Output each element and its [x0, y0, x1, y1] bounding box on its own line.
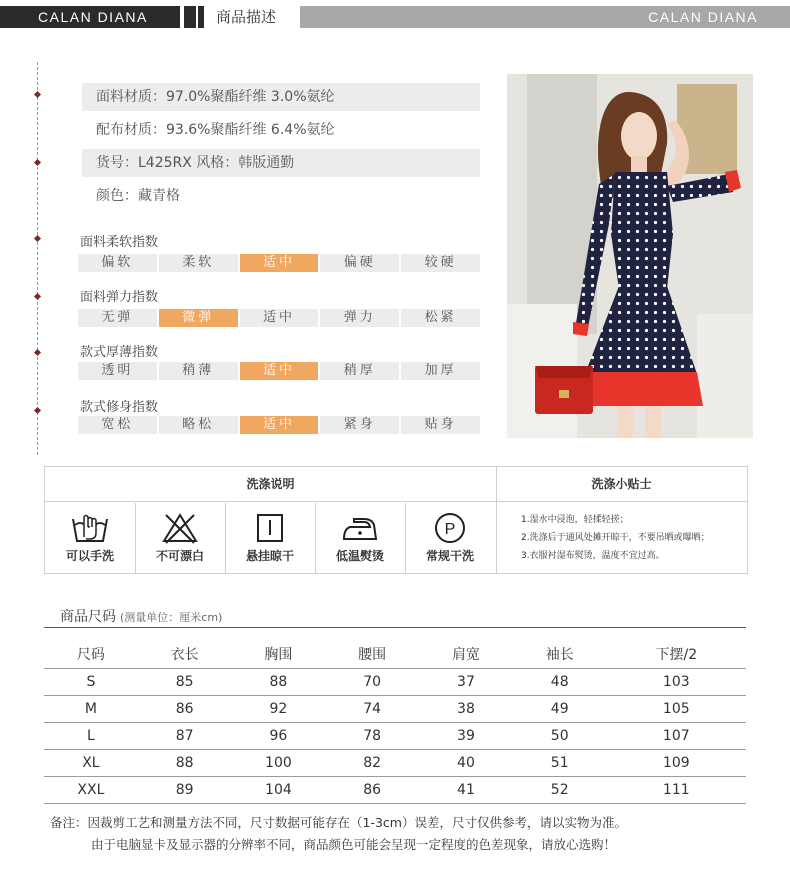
- remarks: [50, 812, 627, 856]
- size-table: [44, 641, 746, 804]
- size-chart-heading: 商品尺码: [60, 609, 116, 625]
- table-cell: 104: [232, 776, 326, 803]
- wash-instructions-title: 洗涤说明: [45, 467, 496, 502]
- rating-option: 紧身: [320, 416, 399, 434]
- rating-option-selected: 适中: [240, 362, 319, 380]
- rating-option-selected: 微弹: [159, 309, 238, 327]
- table-cell: 92: [232, 695, 326, 722]
- rating-option: 偏硬: [320, 254, 399, 272]
- table-row: [44, 722, 746, 749]
- color-info: 颜色：藏青格: [96, 188, 180, 204]
- hang-dry-icon: [250, 511, 290, 545]
- timeline-dot: [34, 159, 41, 166]
- column-header: 衣长: [138, 641, 232, 668]
- remark-line: 备注：因裁剪工艺和测量方法不同，尺寸数据可能存在（1-3cm）误差，尺寸仅供参考，请以实物为准。: [50, 815, 627, 830]
- table-cell: 88: [138, 749, 232, 776]
- table-row: [44, 668, 746, 695]
- timeline-dot: [34, 349, 41, 356]
- rating-option: 较硬: [401, 254, 480, 272]
- table-cell: 103: [607, 668, 746, 695]
- rating-option: 弹力: [320, 309, 399, 327]
- wash-item-dry-clean: [405, 503, 495, 574]
- rating-title-softness: 面料柔软指数: [80, 235, 159, 250]
- rating-option: 略松: [159, 416, 238, 434]
- rating-option: 柔软: [159, 254, 238, 272]
- brand-right: CALAN DIANA: [300, 6, 790, 28]
- column-header: 下摆/2: [607, 641, 746, 668]
- dry-clean-icon: [430, 511, 470, 545]
- model-illustration: [507, 74, 753, 438]
- table-cell: 109: [607, 749, 746, 776]
- rating-option: 宽松: [78, 416, 157, 434]
- rating-option: 透明: [78, 362, 157, 380]
- table-cell: 52: [513, 776, 607, 803]
- table-cell: 85: [138, 668, 232, 695]
- timeline-dot: [34, 407, 41, 414]
- table-cell: S: [44, 668, 138, 695]
- wash-item-hang-dry: [225, 503, 315, 574]
- table-cell: 107: [607, 722, 746, 749]
- unit-note: (测量单位：厘米cm): [120, 611, 223, 624]
- rating-bar-fit: [78, 416, 480, 434]
- size-table-top-rule: [44, 627, 746, 628]
- wash-tips: [521, 511, 710, 565]
- no-bleach-icon: [160, 511, 200, 545]
- table-cell: 51: [513, 749, 607, 776]
- table-cell: 78: [325, 722, 419, 749]
- lining-info: 配布材质：93.6%聚酯纤维 6.4%氨纶: [96, 122, 335, 138]
- rating-option-selected: 适中: [240, 416, 319, 434]
- wash-tip: 1.湿水中浸泡，轻揉轻搓；: [521, 515, 629, 525]
- column-header: 肩宽: [419, 641, 513, 668]
- wash-tip: 3.衣服衬湿布熨烫，温度不宜过高。: [521, 551, 665, 561]
- timeline-dot: [34, 293, 41, 300]
- size-table-header: [44, 641, 746, 668]
- table-cell: 111: [607, 776, 746, 803]
- table-cell: 96: [232, 722, 326, 749]
- material-info: 面料材质：97.0%聚酯纤维 3.0%氨纶: [82, 83, 480, 111]
- column-header: 尺码: [44, 641, 138, 668]
- table-cell: 74: [325, 695, 419, 722]
- rating-title-fit: 款式修身指数: [80, 400, 159, 415]
- table-cell: 88: [232, 668, 326, 695]
- size-chart-title: [60, 606, 222, 626]
- table-cell: XXL: [44, 776, 138, 803]
- wash-label: 可以手洗: [65, 549, 114, 563]
- rating-option-selected: 适中: [240, 254, 319, 272]
- column-header: 腰围: [325, 641, 419, 668]
- rating-bar-elasticity: [78, 309, 480, 327]
- table-cell: 100: [232, 749, 326, 776]
- header-bar: [0, 0, 790, 33]
- svg-text:P: P: [444, 521, 456, 538]
- wash-item-no-bleach: [135, 503, 225, 574]
- wash-item-hand-wash: [45, 503, 135, 574]
- table-row: [44, 695, 746, 722]
- table-cell: 105: [607, 695, 746, 722]
- wash-label: 悬挂晾干: [245, 549, 294, 563]
- low-iron-icon: [340, 511, 380, 545]
- product-photo: [507, 74, 753, 438]
- divider: [496, 467, 497, 573]
- wash-label: 不可漂白: [155, 549, 204, 563]
- column-header: 袖长: [513, 641, 607, 668]
- table-cell: 40: [419, 749, 513, 776]
- table-cell: 37: [419, 668, 513, 695]
- rating-option: 加厚: [401, 362, 480, 380]
- rating-bar-thickness: [78, 362, 480, 380]
- dashed-timeline: [37, 62, 38, 455]
- table-cell: 89: [138, 776, 232, 803]
- timeline-dot: [34, 91, 41, 98]
- table-cell: 82: [325, 749, 419, 776]
- table-row: [44, 749, 746, 776]
- brand-left: CALAN DIANA: [0, 6, 180, 28]
- timeline-dot: [34, 235, 41, 242]
- rating-option: 无弹: [78, 309, 157, 327]
- rating-option: 稍厚: [320, 362, 399, 380]
- table-cell: 48: [513, 668, 607, 695]
- table-cell: 70: [325, 668, 419, 695]
- section-title: 商品描述: [216, 8, 277, 26]
- rating-bar-softness: [78, 254, 480, 272]
- rating-option: 稍薄: [159, 362, 238, 380]
- table-row: [44, 776, 746, 803]
- table-cell: L: [44, 722, 138, 749]
- hand-wash-icon: [70, 511, 110, 545]
- table-cell: XL: [44, 749, 138, 776]
- column-header: 胸围: [232, 641, 326, 668]
- table-cell: 50: [513, 722, 607, 749]
- rating-option: 适中: [240, 309, 319, 327]
- table-cell: 86: [325, 776, 419, 803]
- item-style-info: 货号：L425RX 风格：韩版通勤: [82, 149, 480, 177]
- header-mark: [198, 6, 204, 28]
- rating-title-elasticity: 面料弹力指数: [80, 290, 159, 305]
- wash-label: 常规干洗: [425, 549, 474, 563]
- rating-title-thickness: 款式厚薄指数: [80, 345, 159, 360]
- table-cell: 86: [138, 695, 232, 722]
- table-cell: 49: [513, 695, 607, 722]
- rating-option: 贴身: [401, 416, 480, 434]
- wash-care-panel: [44, 466, 748, 574]
- wash-tips-title: 洗涤小贴士: [496, 467, 747, 502]
- table-cell: 87: [138, 722, 232, 749]
- wash-label: 低温熨烫: [335, 549, 384, 563]
- table-cell: 39: [419, 722, 513, 749]
- table-cell: 38: [419, 695, 513, 722]
- table-cell: M: [44, 695, 138, 722]
- wash-item-low-iron: [315, 503, 405, 574]
- rating-option: 偏软: [78, 254, 157, 272]
- table-cell: 41: [419, 776, 513, 803]
- rating-option: 松紧: [401, 309, 480, 327]
- remark-line: 由于电脑显卡及显示器的分辨率不同，商品颜色可能会呈现一定程度的色差现象，请放心选购！: [91, 837, 617, 852]
- header-mark: [184, 6, 196, 28]
- wash-tip: 2.洗涤后于通风处摊开晾干，不要吊晒或曝晒；: [521, 533, 710, 543]
